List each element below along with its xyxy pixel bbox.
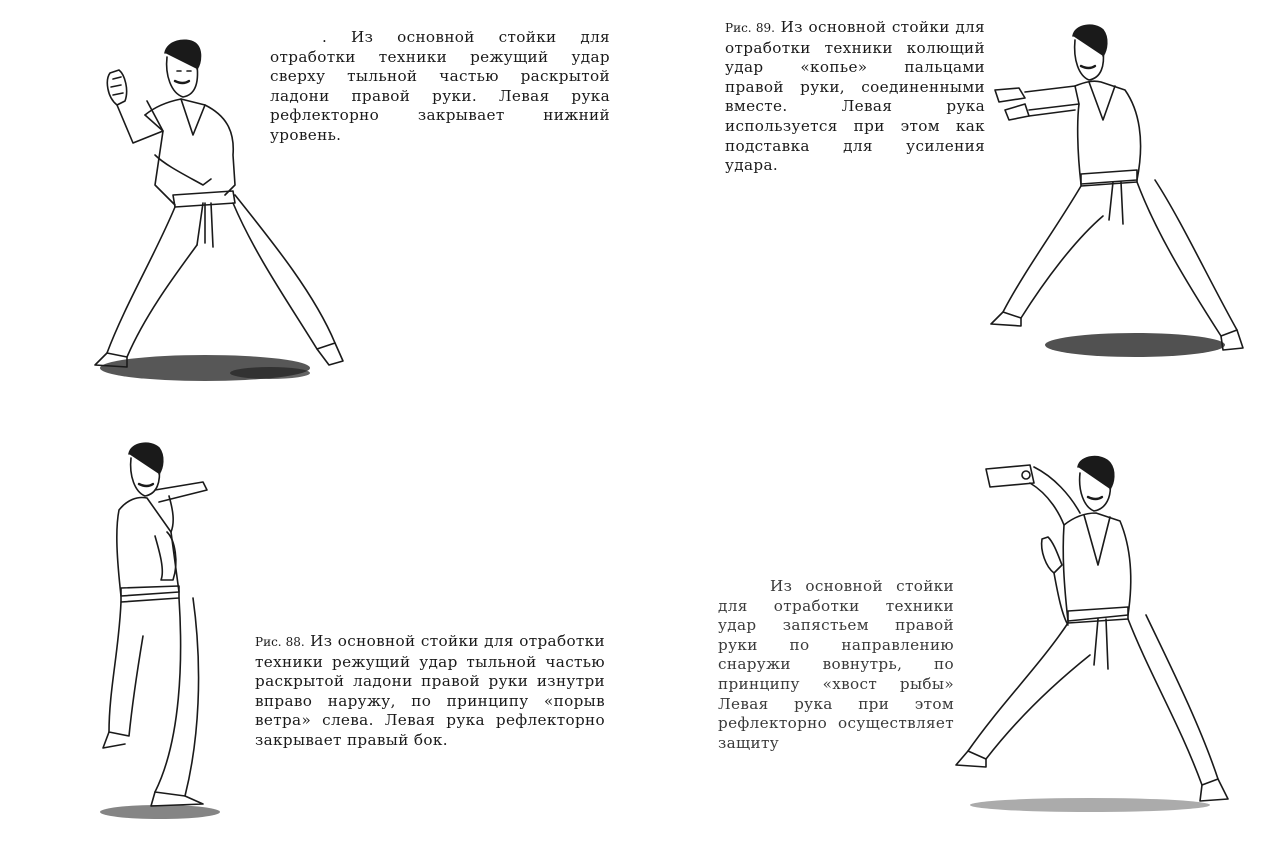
caption-text: Из основной стойки для отработки техники режущий удар тыльной частью раскрытой ладони правой руки изнутри вправо наружу, по принципу «порыв ветра» слева. Левая рука рефлекторно закрывает правый бок. (255, 632, 605, 749)
caption-top-right (725, 18, 985, 176)
figure-label: Рис. 89. (725, 21, 775, 35)
caption-text: . Из основной стойки для отработки техники режущий удар сверху тыльной частью раскрытой ладони правой руки. Левая рука рефлекторно закрывает нижний уровень. (270, 28, 610, 144)
caption-text: Из основной стойки для отработки техники колющий удар «копье» пальцами правой руки, соединенными вместе. Левая рука используется при этом как подставка для усиления удара. (725, 18, 985, 175)
karate-figure-bottom-right (950, 455, 1240, 815)
caption-bottom-left (255, 632, 605, 751)
caption-top-left (270, 28, 610, 146)
caption-text: Из основной стойки для отработки техники удар запястьем правой руки по направлению снаружи вовнутрь, по принципу «хвост рыбы» Левая рука при этом рефлекторно осуществляет защиту (718, 577, 954, 752)
figure-label: Рис. 88. (255, 635, 305, 649)
caption-bottom-right (718, 577, 954, 753)
karate-figure-bottom-left (95, 440, 225, 820)
karate-figure-top-right (985, 20, 1245, 380)
